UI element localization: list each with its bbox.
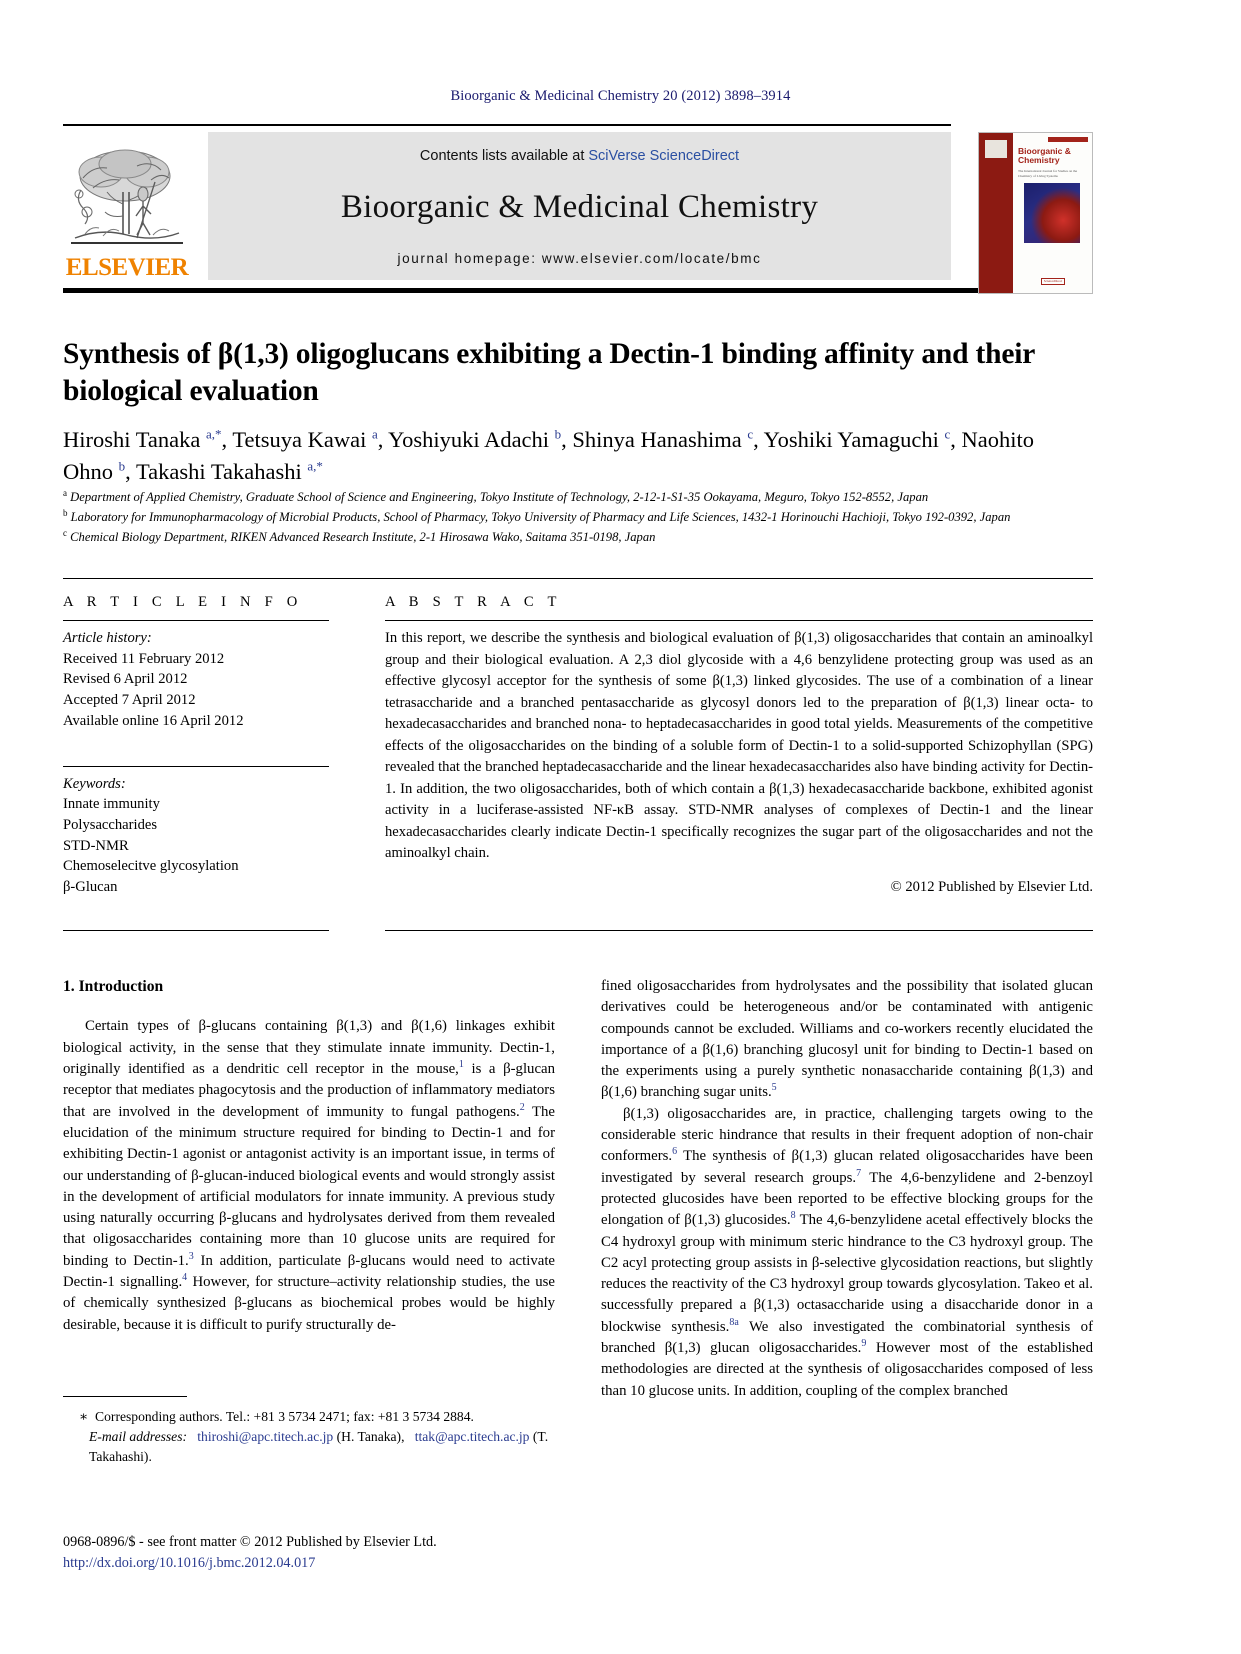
footnote-corresponding: ∗ Corresponding authors. Tel.: +81 3 5734 2471; fax: +81 3 5734 2884. bbox=[79, 1409, 474, 1424]
affiliation-mark-c: c bbox=[63, 527, 67, 538]
keywords-divider bbox=[63, 766, 329, 767]
affiliations bbox=[63, 488, 1083, 548]
keyword-item: Polysaccharides bbox=[63, 817, 158, 834]
keywords-label: Keywords: bbox=[63, 775, 126, 792]
section-heading-introduction: 1. Introduction bbox=[63, 978, 164, 995]
keyword-item: Chemoselecitve glycosylation bbox=[63, 858, 239, 875]
elsevier-wordmark: ELSEVIER bbox=[65, 254, 189, 281]
email-link-takahashi[interactable]: ttak@apc.titech.ac.jp bbox=[414, 1428, 530, 1444]
cover-journal-title: Bioorganic & Chemistry bbox=[1018, 146, 1071, 165]
infoblock-rule-bottom-left bbox=[63, 930, 329, 931]
intro-paragraph-right-2: β(1,3) oligosaccharides are, in practice, challenging targets owing to the considerable steric hindrance that results in their frequent adoption of non-chair conformers.$^6$ The synthesis of β(1,3) glucan related oligosaccharides have been investigated by several research groups.$^7$ The 4,6-benzylidene and 2-benzoyl protected glucosides have been reported to be effective blocking groups for the elongation of β(1,3) glucosides.$^8$ The 4,6-benzylidene acetal effectively blocks the C4 hydroxyl group with minimum steric hindrance to the C3 hydroxyl group. The C2 acyl protecting group assists in β-selective glycosidation reactions, but slightly reduces the reactivity of the C3 hydroxyl group towards glycosylation. Takeo et al. successfully prepared a β(1,3) octasaccharide using a disaccharide donor in a blockwise synthesis.$^{8a}$ We also investigated the combinatorial synthesis of branched β(1,3) glucan oligosaccharides.$^9$ However most of the established methodologies are directed at the synthesis of oligosaccharides composed of less than 10 glucose units. In addition, coupling of the complex branched bbox=[601, 1105, 1094, 1399]
front-matter-line: 0968-0896/$ - see front matter © 2012 Published by Elsevier Ltd. bbox=[63, 1534, 437, 1550]
abstract-divider bbox=[385, 620, 1093, 621]
page-title: Synthesis of β(1,3) oligoglucans exhibiting a Dectin-1 binding affinity and their biological evaluation bbox=[63, 338, 1035, 408]
infoblock-rule-bottom-right bbox=[385, 930, 1093, 931]
article-history-label: Article history: bbox=[63, 630, 152, 646]
cover-spine-logo bbox=[985, 140, 1007, 158]
corresponding-author-footnote bbox=[63, 1396, 555, 1467]
masthead-rule-bottom bbox=[63, 288, 1093, 293]
cover-front bbox=[1013, 133, 1092, 293]
affiliation-a: $^a$ Department of Applied Chemistry, Graduate School of Science and Engineering, Tokyo Institute of Technology, 2-12-1-S1-35 Ookayama, Meguro, Tokyo 152-8552, Japan bbox=[63, 487, 929, 504]
journal-masthead bbox=[63, 124, 1093, 293]
doi-link[interactable]: http://dx.doi.org/10.1016/j.bmc.2012.04.017 bbox=[63, 1555, 316, 1572]
asterisk-icon: ∗ bbox=[79, 1409, 89, 1424]
affiliation-b: $^b$ Laboratory for Immunopharmacology of Microbial Products, School of Pharmacy, Tokyo University of Pharmacy and Life Sciences, 1432-1 Horinouchi Hachioji, Tokyo 192-0392, Japan bbox=[63, 507, 1011, 524]
email-link-tanaka[interactable]: thiroshi@apc.titech.ac.jp bbox=[197, 1428, 334, 1444]
masthead-rule-top bbox=[63, 124, 951, 126]
abstract-heading: A B S T R A C T bbox=[385, 594, 562, 610]
history-available-online: Available online 16 April 2012 bbox=[63, 712, 244, 729]
affiliation-mark-b: b bbox=[63, 507, 68, 518]
article-info-divider bbox=[63, 620, 329, 621]
elsevier-logo bbox=[63, 132, 191, 280]
footnote-emails bbox=[63, 1427, 555, 1467]
abstract-text: In this report, we describe the synthesis and biological evaluation of β(1,3) oligosaccharides that contain an aminoalkyl group and their biological evaluation. A 2,3 diol glycoside with a 4,6 benzylidene protecting group was used as an effective glycosyl acceptor for the synthesis of some β(1,3) linked glycosides. The use of a combination of a linear tetrasaccharide and a branched pentasaccharide as glycosyl donors led to the preparation of β(1,3) linear octa- to hexadecasaccharides and branched nona- to heptadecasaccharides in good total yields. Measurements of the competitive effects of the oligosaccharides on the binding of a soluble form of Dectin-1 to a solid-supported Schizophyllan (SPG) revealed that the branched heptadecasaccharide and the linear hexadecasaccharides also have binding activity for Dectin-1. In addition, the two oligosaccharides, both of which contain a β(1,3) hexadecasaccharide backbone, exhibited agonist activity in a luciferase-assisted NF-κB assay. STD-NMR analyses of complexes of Dectin-1 and the linear hexadecasaccharides clearly indicate Dectin-1 specifically recognizes the sugar part of the oligosaccharides and not the aminoalkyl chain. bbox=[385, 630, 1093, 862]
history-accepted: Accepted 7 April 2012 bbox=[63, 692, 196, 709]
journal-cover-thumbnail[interactable] bbox=[978, 132, 1093, 294]
cover-subtitle: The International Journal for Studies on the Chemistry of Living Systems bbox=[1018, 169, 1078, 179]
affiliation-c: $^c$ Chemical Biology Department, RIKEN Advanced Research Institute, 2-1 Hirosawa Wako, Saitama 351-0198, Japan bbox=[63, 527, 656, 544]
email-owner-tanaka: (H. Tanaka), bbox=[336, 1428, 405, 1444]
keywords-block bbox=[63, 766, 329, 898]
cover-spine bbox=[979, 133, 1013, 293]
body-column-left bbox=[63, 976, 555, 1336]
intro-paragraph-left: Certain types of β-glucans containing β(1,3) and β(1,6) linkages exhibit biological activity, in the sense that they stimulate innate immunity. Dectin-1, originally identified as a dendritic cell receptor in the mouse,$^1$ is a β-glucan receptor that mediates phagocytosis and the production of inflammatory mediators that are involved in the development of immunity to fungal pathogens.$^2$ The elucidation of the minimum structure required for binding to Dectin-1 and for exhibiting Dectin-1 agonist or antagonist activity is an important issue, in terms of our understanding of β-glucan-induced biological events and would strongly assist in the development of artificial modulators for innate immunity. A previous study using naturally occurring β-glucans and hydrolysates derived from them revealed that oligosaccharides containing more than 10 glucose units are required for binding to Dectin-1.$^3$ In addition, particulate β-glucans would need to activate Dectin-1 signalling.$^4$ However, for structure–activity relationship studies, the use of chemically synthesized β-glucans as biochemical probes would be highly desirable, because it is difficult to purify structurally de- bbox=[63, 1018, 556, 1333]
masthead-center-panel bbox=[208, 132, 951, 280]
elsevier-tree-icon bbox=[67, 142, 187, 254]
article-info-column bbox=[63, 594, 329, 898]
history-received: Received 11 February 2012 bbox=[63, 650, 225, 667]
journal-homepage[interactable]: journal homepage: www.elsevier.com/locate/bmc bbox=[397, 251, 762, 266]
intro-paragraph-right-1: fined oligosaccharides from hydrolysates and the possibility that isolated glucan derivatives could be heterogeneous and/or be contaminated with antigenic compounds cannot be excluded. Williams and co-workers recently elucidated the importance of a β(1,6) branching glucosyl unit for binding to Dectin-1 based on the experiments using a purely synthetic nonasaccharide containing β(1,3) and β(1,6) branching sugar units.$^5$ bbox=[601, 978, 1093, 1101]
article-info-heading: A R T I C L E I N F O bbox=[63, 594, 303, 610]
contents-list-line bbox=[420, 148, 739, 164]
cover-footer-badge: ScienceDirect bbox=[1041, 278, 1066, 285]
contents-prefix: Contents lists available at bbox=[419, 148, 589, 164]
journal-title: Bioorganic & Medicinal Chemistry bbox=[340, 189, 819, 225]
cover-topbar bbox=[1048, 137, 1088, 142]
keyword-item: β-Glucan bbox=[63, 879, 118, 896]
keyword-item: STD-NMR bbox=[63, 837, 129, 854]
footnote-rule bbox=[63, 1396, 187, 1397]
sciencedirect-link[interactable]: SciVerse ScienceDirect bbox=[588, 148, 740, 164]
infoblock-rule-top bbox=[63, 578, 1093, 579]
history-revised: Revised 6 April 2012 bbox=[63, 671, 188, 688]
page-bottom-matter bbox=[63, 1532, 623, 1575]
body-column-right bbox=[601, 976, 1093, 1402]
cover-artwork bbox=[1024, 183, 1080, 243]
running-head: Bioorganic & Medicinal Chemistry 20 (2012) 3898–3914 bbox=[450, 88, 791, 104]
email-addresses-label: E-mail addresses: bbox=[89, 1428, 188, 1444]
keyword-item: Innate immunity bbox=[63, 796, 160, 813]
author-list: Hiroshi Tanaka $^{a,*}$, Tetsuya Kawai $^a$, Yoshiyuki Adachi $^b$, Shinya Hanashima $^c$, Yoshiki Yamaguchi $^c$, Naohito Ohno $^b$, Takashi Takahashi $^{a,*}$ bbox=[63, 426, 1034, 484]
affiliation-mark-a: a bbox=[63, 487, 67, 498]
cover-footer bbox=[1029, 278, 1077, 285]
abstract-copyright: © 2012 Published by Elsevier Ltd. bbox=[890, 878, 1093, 895]
abstract-column bbox=[385, 594, 1093, 896]
email-owner-takahashi: (T. Takahashi). bbox=[89, 1428, 549, 1464]
